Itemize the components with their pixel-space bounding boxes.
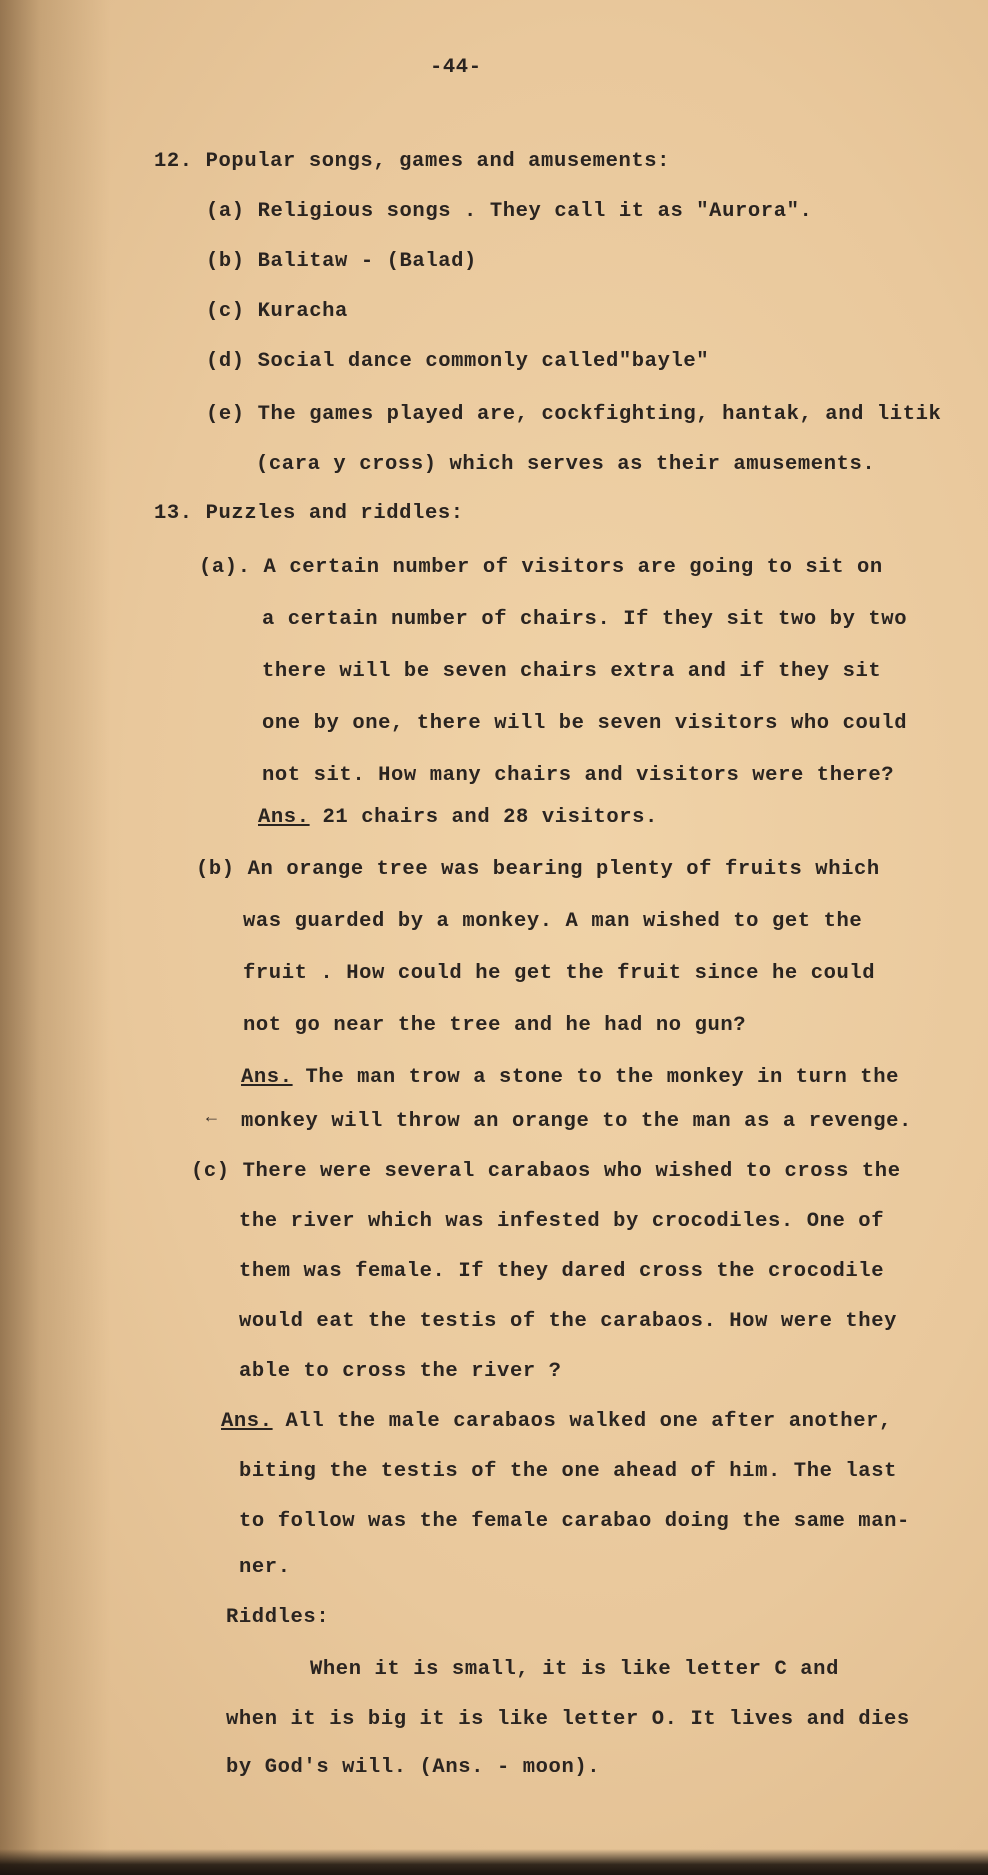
answer-text: 21 chairs and 28 visitors. bbox=[309, 806, 658, 829]
puzzle-a-line-2: a certain number of chairs. If they sit two by two bbox=[262, 608, 908, 631]
puzzle-c-line-7: biting the testis of the one ahead of him. The last bbox=[239, 1460, 898, 1483]
puzzle-b-answer bbox=[241, 1066, 899, 1089]
puzzle-c-line-8: to follow was the female carabao doing the same man- bbox=[239, 1510, 910, 1533]
puzzle-c-line-2: the river which was infested by crocodiles. One of bbox=[239, 1210, 885, 1233]
puzzle-a-line-3: there will be seven chairs extra and if they sit bbox=[262, 660, 882, 683]
margin-mark: ← bbox=[206, 1108, 217, 1128]
puzzle-b-line-2: was guarded by a monkey. A man wished to get the bbox=[243, 910, 863, 933]
item-12e-line-2: (cara y cross) which serves as their amusements. bbox=[256, 453, 876, 476]
riddle-line-2: when it is big it is like letter O. It lives and dies bbox=[226, 1708, 910, 1731]
puzzle-a-line-1: (a). A certain number of visitors are going to sit on bbox=[199, 556, 883, 579]
riddle-line-1: When it is small, it is like letter C and bbox=[310, 1658, 839, 1681]
answer-label: Ans. bbox=[258, 806, 310, 829]
puzzle-c-line-4: would eat the testis of the carabaos. How were they bbox=[239, 1310, 898, 1333]
section-13-heading: 13. Puzzles and riddles: bbox=[154, 502, 464, 525]
answer-label: Ans. bbox=[241, 1066, 293, 1089]
puzzle-b-line-1: (b) An orange tree was bearing plenty of fruits which bbox=[196, 858, 880, 881]
puzzle-a-line-4: one by one, there will be seven visitors who could bbox=[262, 712, 908, 735]
riddle-line-3: by God's will. (Ans. - moon). bbox=[226, 1756, 601, 1779]
item-12a: (a) Religious songs . They call it as "Aurora". bbox=[206, 200, 813, 223]
puzzle-b-line-6: monkey will throw an orange to the man as a revenge. bbox=[241, 1110, 912, 1133]
puzzle-b-line-3: fruit . How could he get the fruit since he could bbox=[243, 962, 876, 985]
puzzle-b-line-4: not go near the tree and he had no gun? bbox=[243, 1014, 747, 1037]
puzzle-a-answer bbox=[258, 806, 658, 829]
section-12-heading: 12. Popular songs, games and amusements: bbox=[154, 150, 671, 173]
puzzle-c-line-3: them was female. If they dared cross the crocodile bbox=[239, 1260, 885, 1283]
puzzle-c-line-5: able to cross the river ? bbox=[239, 1360, 562, 1383]
puzzle-c-line-1: (c) There were several carabaos who wished to cross the bbox=[191, 1160, 901, 1183]
answer-label: Ans. bbox=[221, 1410, 273, 1433]
puzzle-c-line-9: ner. bbox=[239, 1556, 291, 1579]
riddles-heading: Riddles: bbox=[226, 1606, 330, 1629]
item-12d: (d) Social dance commonly called"bayle" bbox=[206, 350, 710, 373]
puzzle-c-answer bbox=[221, 1410, 892, 1433]
item-12b: (b) Balitaw - (Balad) bbox=[206, 250, 477, 273]
item-12c: (c) Kuracha bbox=[206, 300, 348, 323]
page-bottom-shadow bbox=[0, 1849, 988, 1875]
answer-text: The man trow a stone to the monkey in turn the bbox=[292, 1066, 900, 1089]
puzzle-a-line-5: not sit. How many chairs and visitors were there? bbox=[262, 764, 895, 787]
item-12e-line-1: (e) The games played are, cockfighting, hantak, and litik bbox=[206, 403, 942, 426]
page-number: -44- bbox=[430, 56, 482, 79]
answer-text: All the male carabaos walked one after another, bbox=[272, 1410, 892, 1433]
